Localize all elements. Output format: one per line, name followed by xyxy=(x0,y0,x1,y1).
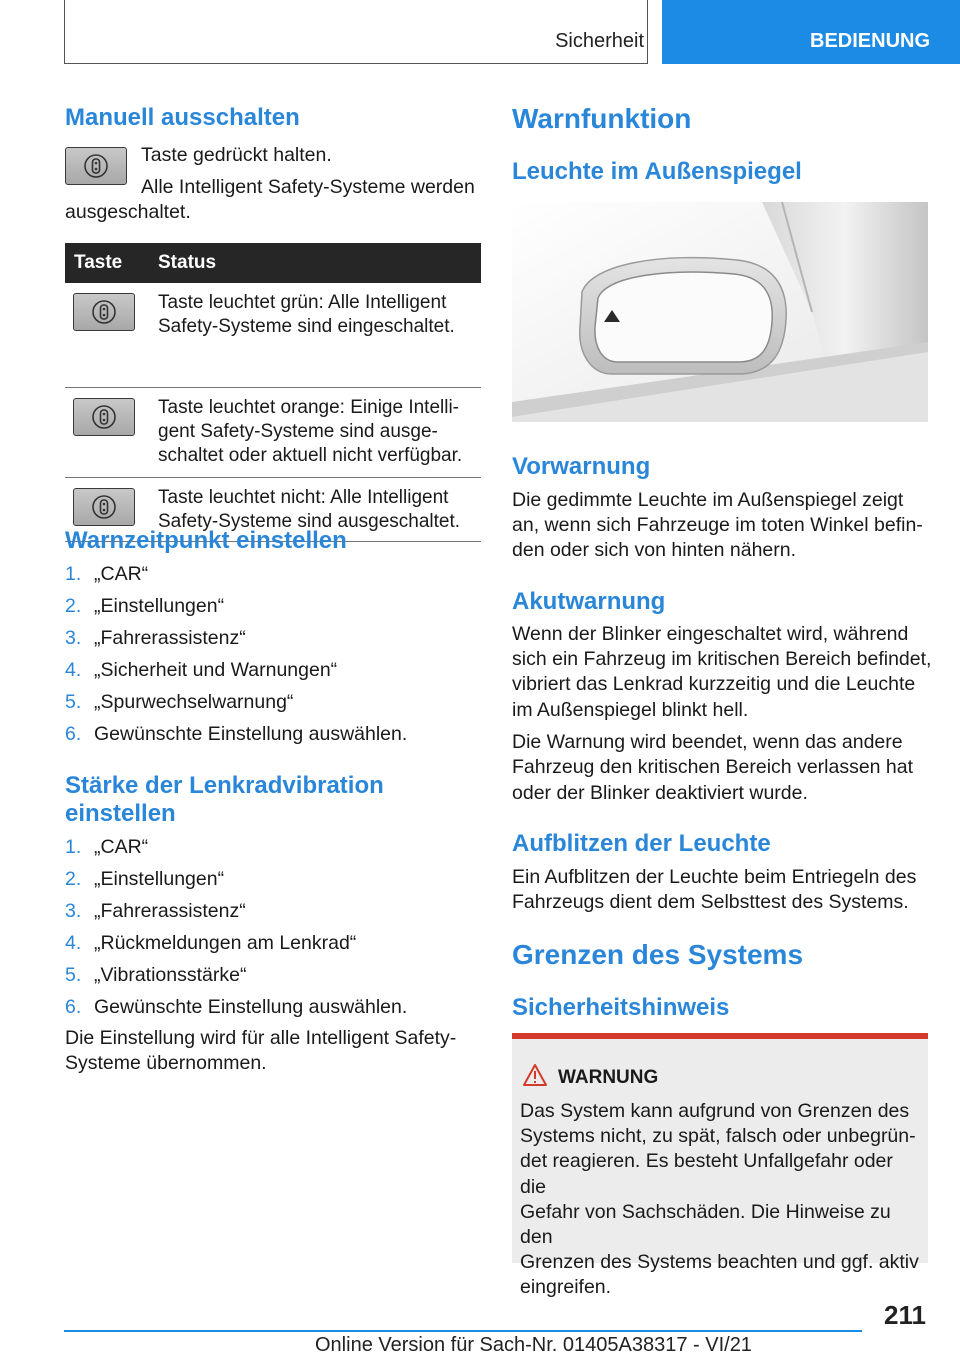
table-header-status: Status xyxy=(158,243,481,283)
table-row xyxy=(65,387,481,477)
manual-off-title: Manuell ausschalten xyxy=(65,104,300,131)
page-number: 211 xyxy=(884,1300,926,1330)
mirror-light-title: Leuchte im Außenspiegel xyxy=(512,158,802,185)
acute-title: Akutwarnung xyxy=(512,588,666,615)
warning-box xyxy=(512,1033,928,1299)
online-version-text: Online Version für Sach-Nr. 01405A38317 - VI/21 xyxy=(315,1334,752,1356)
status-text: Safety-Systeme sind ausgeschaltet. xyxy=(158,510,461,532)
list-item[interactable]: 5. „Spurwechselwarnung“ xyxy=(65,691,294,713)
manual-off-text-3: ausgeschaltet. xyxy=(65,201,191,223)
prewarn-text-3: den oder sich von hinten nähern. xyxy=(512,539,797,561)
status-text: schaltet oder aktuell nicht verfügbar. xyxy=(158,444,463,466)
car-safety-symbol-icon xyxy=(91,404,117,430)
vibration-note-1: Die Einstellung wird für alle Intelligent Safety- xyxy=(65,1027,457,1049)
table-row xyxy=(65,283,481,387)
list-item[interactable]: 1. „CAR“ xyxy=(65,563,149,585)
acute-text-3: vibriert das Lenkrad kurzzeitig und die Leuchte xyxy=(512,673,916,695)
warning-line: det reagieren. Es besteht Unfallgefahr oder die xyxy=(520,1150,893,1198)
car-safety-symbol-icon xyxy=(83,153,109,179)
safety-button-icon xyxy=(73,398,135,436)
side-mirror-image xyxy=(512,202,928,422)
acute-text-2: sich ein Fahrzeug im kritischen Bereich befindet, xyxy=(512,648,932,670)
list-item[interactable]: 4. „Rückmeldungen am Lenkrad“ xyxy=(65,932,357,954)
status-text: Taste leuchtet nicht: Alle Intelligent xyxy=(158,486,449,508)
warning-line: Das System kann aufgrund von Grenzen des xyxy=(520,1100,910,1122)
acute-text-5: Die Warnung wird beendet, wenn das andere xyxy=(512,731,903,753)
list-item[interactable]: 3. „Fahrerassistenz“ xyxy=(65,900,246,922)
flash-text-1: Ein Aufblitzen der Leuchte beim Entriegeln des xyxy=(512,866,917,888)
flash-title: Aufblitzen der Leuchte xyxy=(512,830,771,857)
list-item[interactable]: 4. „Sicherheit und Warnungen“ xyxy=(65,659,338,681)
warning-line: Gefahr von Sachschäden. Die Hinweise zu den xyxy=(520,1200,891,1249)
footer-divider xyxy=(64,1330,862,1332)
list-item[interactable]: 2. „Einstellungen“ xyxy=(65,868,225,890)
list-item[interactable]: 1. „CAR“ xyxy=(65,836,149,858)
prewarn-text-2: an, wenn sich Fahrzeuge im toten Winkel befin- xyxy=(512,514,923,536)
vibration-steps xyxy=(65,836,481,1028)
safety-button-icon xyxy=(73,293,135,331)
limits-title: Grenzen des Systems xyxy=(512,939,804,970)
chapter-tab[interactable] xyxy=(662,0,960,64)
warn-time-title: Warnzeitpunkt einstellen xyxy=(65,527,347,554)
acute-text-6: Fahrzeug den kritischen Bereich verlassen hat xyxy=(512,756,914,778)
chapter-tab-label: BEDIENUNG xyxy=(810,30,931,52)
status-text: Taste leuchtet orange: Einige Intelli- xyxy=(158,396,460,418)
table-header-taste: Taste xyxy=(65,243,158,283)
section-title: Sicherheit xyxy=(555,30,644,52)
manual-off-text-2: Alle Intelligent Safety-Systeme werden xyxy=(141,176,475,198)
acute-text-7: oder der Blinker deaktiviert wurde. xyxy=(512,782,808,804)
manual-off-text-1: Taste gedrückt halten. xyxy=(141,144,332,166)
warning-label: WARNUNG xyxy=(558,1067,659,1088)
status-text: gent Safety-Systeme sind ausge- xyxy=(158,420,438,442)
flash-text-2: Fahrzeugs dient dem Selbsttest des Systems. xyxy=(512,891,909,913)
list-item: 6. Gewünschte Einstellung auswählen. xyxy=(65,723,408,745)
warn-function-title: Warnfunktion xyxy=(512,103,692,134)
warning-line: eingreifen. xyxy=(520,1276,612,1299)
warning-text xyxy=(520,1099,924,1301)
acute-text-1: Wenn der Blinker eingeschaltet wird, während xyxy=(512,623,909,645)
warning-line: Grenzen des Systems beachten und ggf. aktiv xyxy=(520,1251,919,1274)
vibration-title-line-2: einstellen xyxy=(65,800,176,827)
safety-button-icon xyxy=(65,147,127,185)
prewarn-title: Vorwarnung xyxy=(512,453,651,480)
vibration-note-2: Systeme übernommen. xyxy=(65,1052,267,1074)
warning-line: Systems nicht, zu spät, falsch oder unbegrün- xyxy=(520,1125,916,1148)
status-table xyxy=(65,243,481,542)
status-text: Taste leuchtet grün: Alle Intelligent xyxy=(158,292,447,313)
list-item[interactable]: 2. „Einstellungen“ xyxy=(65,595,225,617)
safety-title: Sicherheitshinweis xyxy=(512,994,730,1021)
safety-button-icon xyxy=(73,488,135,526)
car-safety-symbol-icon xyxy=(91,494,117,520)
warn-time-steps xyxy=(65,563,481,755)
prewarn-text-1: Die gedimmte Leuchte im Außenspiegel zeigt xyxy=(512,489,904,511)
list-item[interactable]: 3. „Fahrerassistenz“ xyxy=(65,627,246,649)
warning-triangle-icon xyxy=(522,1063,548,1087)
list-item: 6. Gewünschte Einstellung auswählen. xyxy=(65,996,408,1018)
acute-text-4: im Außenspiegel blinkt hell. xyxy=(512,699,749,721)
vibration-title-line-1: Stärke der Lenkradvibration xyxy=(65,772,384,799)
status-text: Safety-Systeme sind eingeschaltet. xyxy=(158,316,455,337)
list-item[interactable]: 5. „Vibrationsstärke“ xyxy=(65,964,247,986)
car-safety-symbol-icon xyxy=(91,299,117,325)
